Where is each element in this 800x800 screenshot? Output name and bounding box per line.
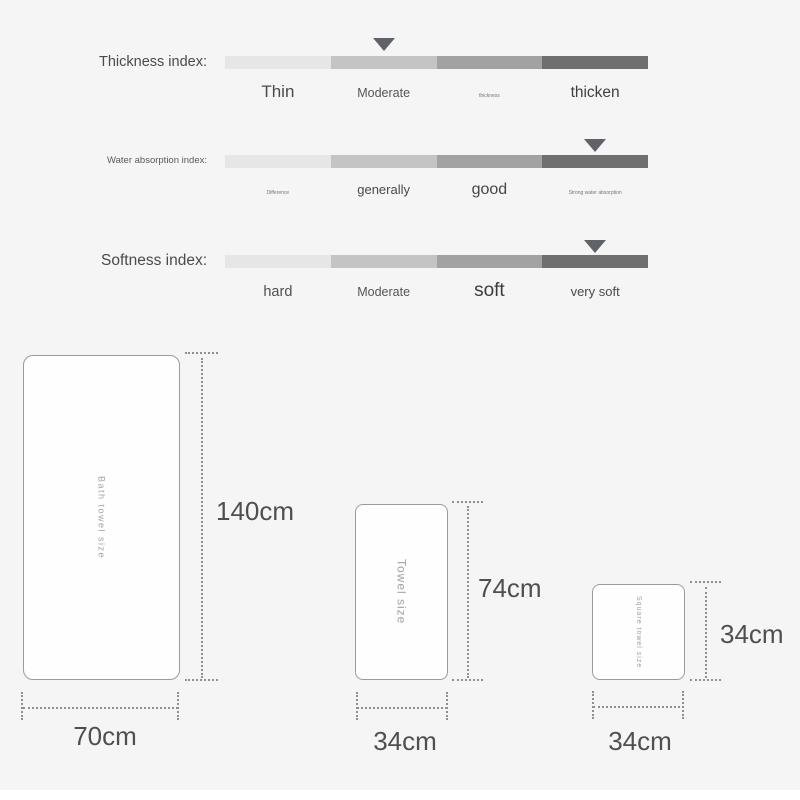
bar-segment-1 [225, 56, 331, 69]
triangle-marker-icon [584, 139, 606, 152]
triangle-marker-icon [584, 240, 606, 253]
measure-cap [592, 691, 594, 719]
measure-cap [452, 679, 483, 681]
bath-towel-name: Bath towel size [96, 475, 107, 560]
scale-label: thickness [478, 93, 500, 99]
bar-segment-4 [542, 56, 648, 69]
water-absorption-index-bar [225, 155, 648, 168]
bath-towel-outline [23, 355, 180, 680]
bar-segment-2 [331, 255, 437, 268]
bar-segment-4 [542, 155, 648, 168]
measure-line-horizontal [593, 706, 684, 708]
measure-cap [682, 691, 684, 719]
towel-height: 74cm [478, 573, 542, 603]
measure-cap [452, 501, 483, 503]
softness-scale-labels [225, 280, 648, 302]
bottom-white-strip [0, 790, 800, 800]
scale-label: Moderate [357, 86, 411, 100]
scale-label: generally [357, 182, 410, 197]
bar-segment-2 [331, 56, 437, 69]
measure-cap [690, 581, 721, 583]
softness-index-label: Softness index: [101, 252, 207, 269]
bath-towel-width: 70cm [73, 721, 137, 751]
scale-label: very soft [570, 284, 620, 299]
measure-line-horizontal [23, 707, 178, 709]
scale-label: Moderate [357, 285, 411, 299]
measure-cap [185, 679, 218, 681]
scale-label: soft [474, 280, 505, 301]
thickness-scale-labels [225, 82, 648, 102]
measure-line-vertical [705, 587, 707, 678]
measure-line-vertical [201, 358, 203, 678]
triangle-marker-icon [373, 38, 395, 51]
bar-segment-3 [437, 255, 543, 268]
scale-label: Difference [266, 190, 290, 196]
scale-label: hard [263, 284, 293, 300]
water-absorption-index-label: Water absorption index: [107, 155, 207, 166]
measure-cap [21, 692, 23, 720]
bar-segment-4 [542, 255, 648, 268]
measure-cap [177, 692, 179, 720]
measure-cap [690, 679, 721, 681]
bar-segment-3 [437, 56, 543, 69]
scale-label: good [471, 181, 508, 198]
scale-label: thicken [570, 84, 620, 101]
scale-label: Strong water absorption [568, 190, 622, 196]
softness-index-bar [225, 255, 648, 268]
bath-towel-height: 140cm [216, 496, 295, 526]
towel-outline [355, 504, 448, 680]
measure-line-horizontal [357, 707, 447, 709]
bar-segment-1 [225, 155, 331, 168]
square-towel-height: 34cm [720, 619, 784, 649]
towel-width: 34cm [373, 726, 437, 756]
measure-cap [185, 352, 218, 354]
square-towel-width: 34cm [608, 726, 672, 756]
measure-line-vertical [467, 506, 469, 678]
towel-name: Towel size [394, 559, 409, 625]
scale-label: Thin [261, 82, 295, 101]
square-towel-outline [592, 584, 685, 680]
water-absorption-scale-labels [225, 181, 648, 199]
square-towel-name: Square towel size [635, 595, 642, 669]
thickness-index-label: Thickness index: [99, 54, 207, 70]
bar-segment-3 [437, 155, 543, 168]
measure-cap [356, 692, 358, 720]
bar-segment-1 [225, 255, 331, 268]
measure-cap [446, 692, 448, 720]
bar-segment-2 [331, 155, 437, 168]
thickness-index-bar [225, 56, 648, 69]
